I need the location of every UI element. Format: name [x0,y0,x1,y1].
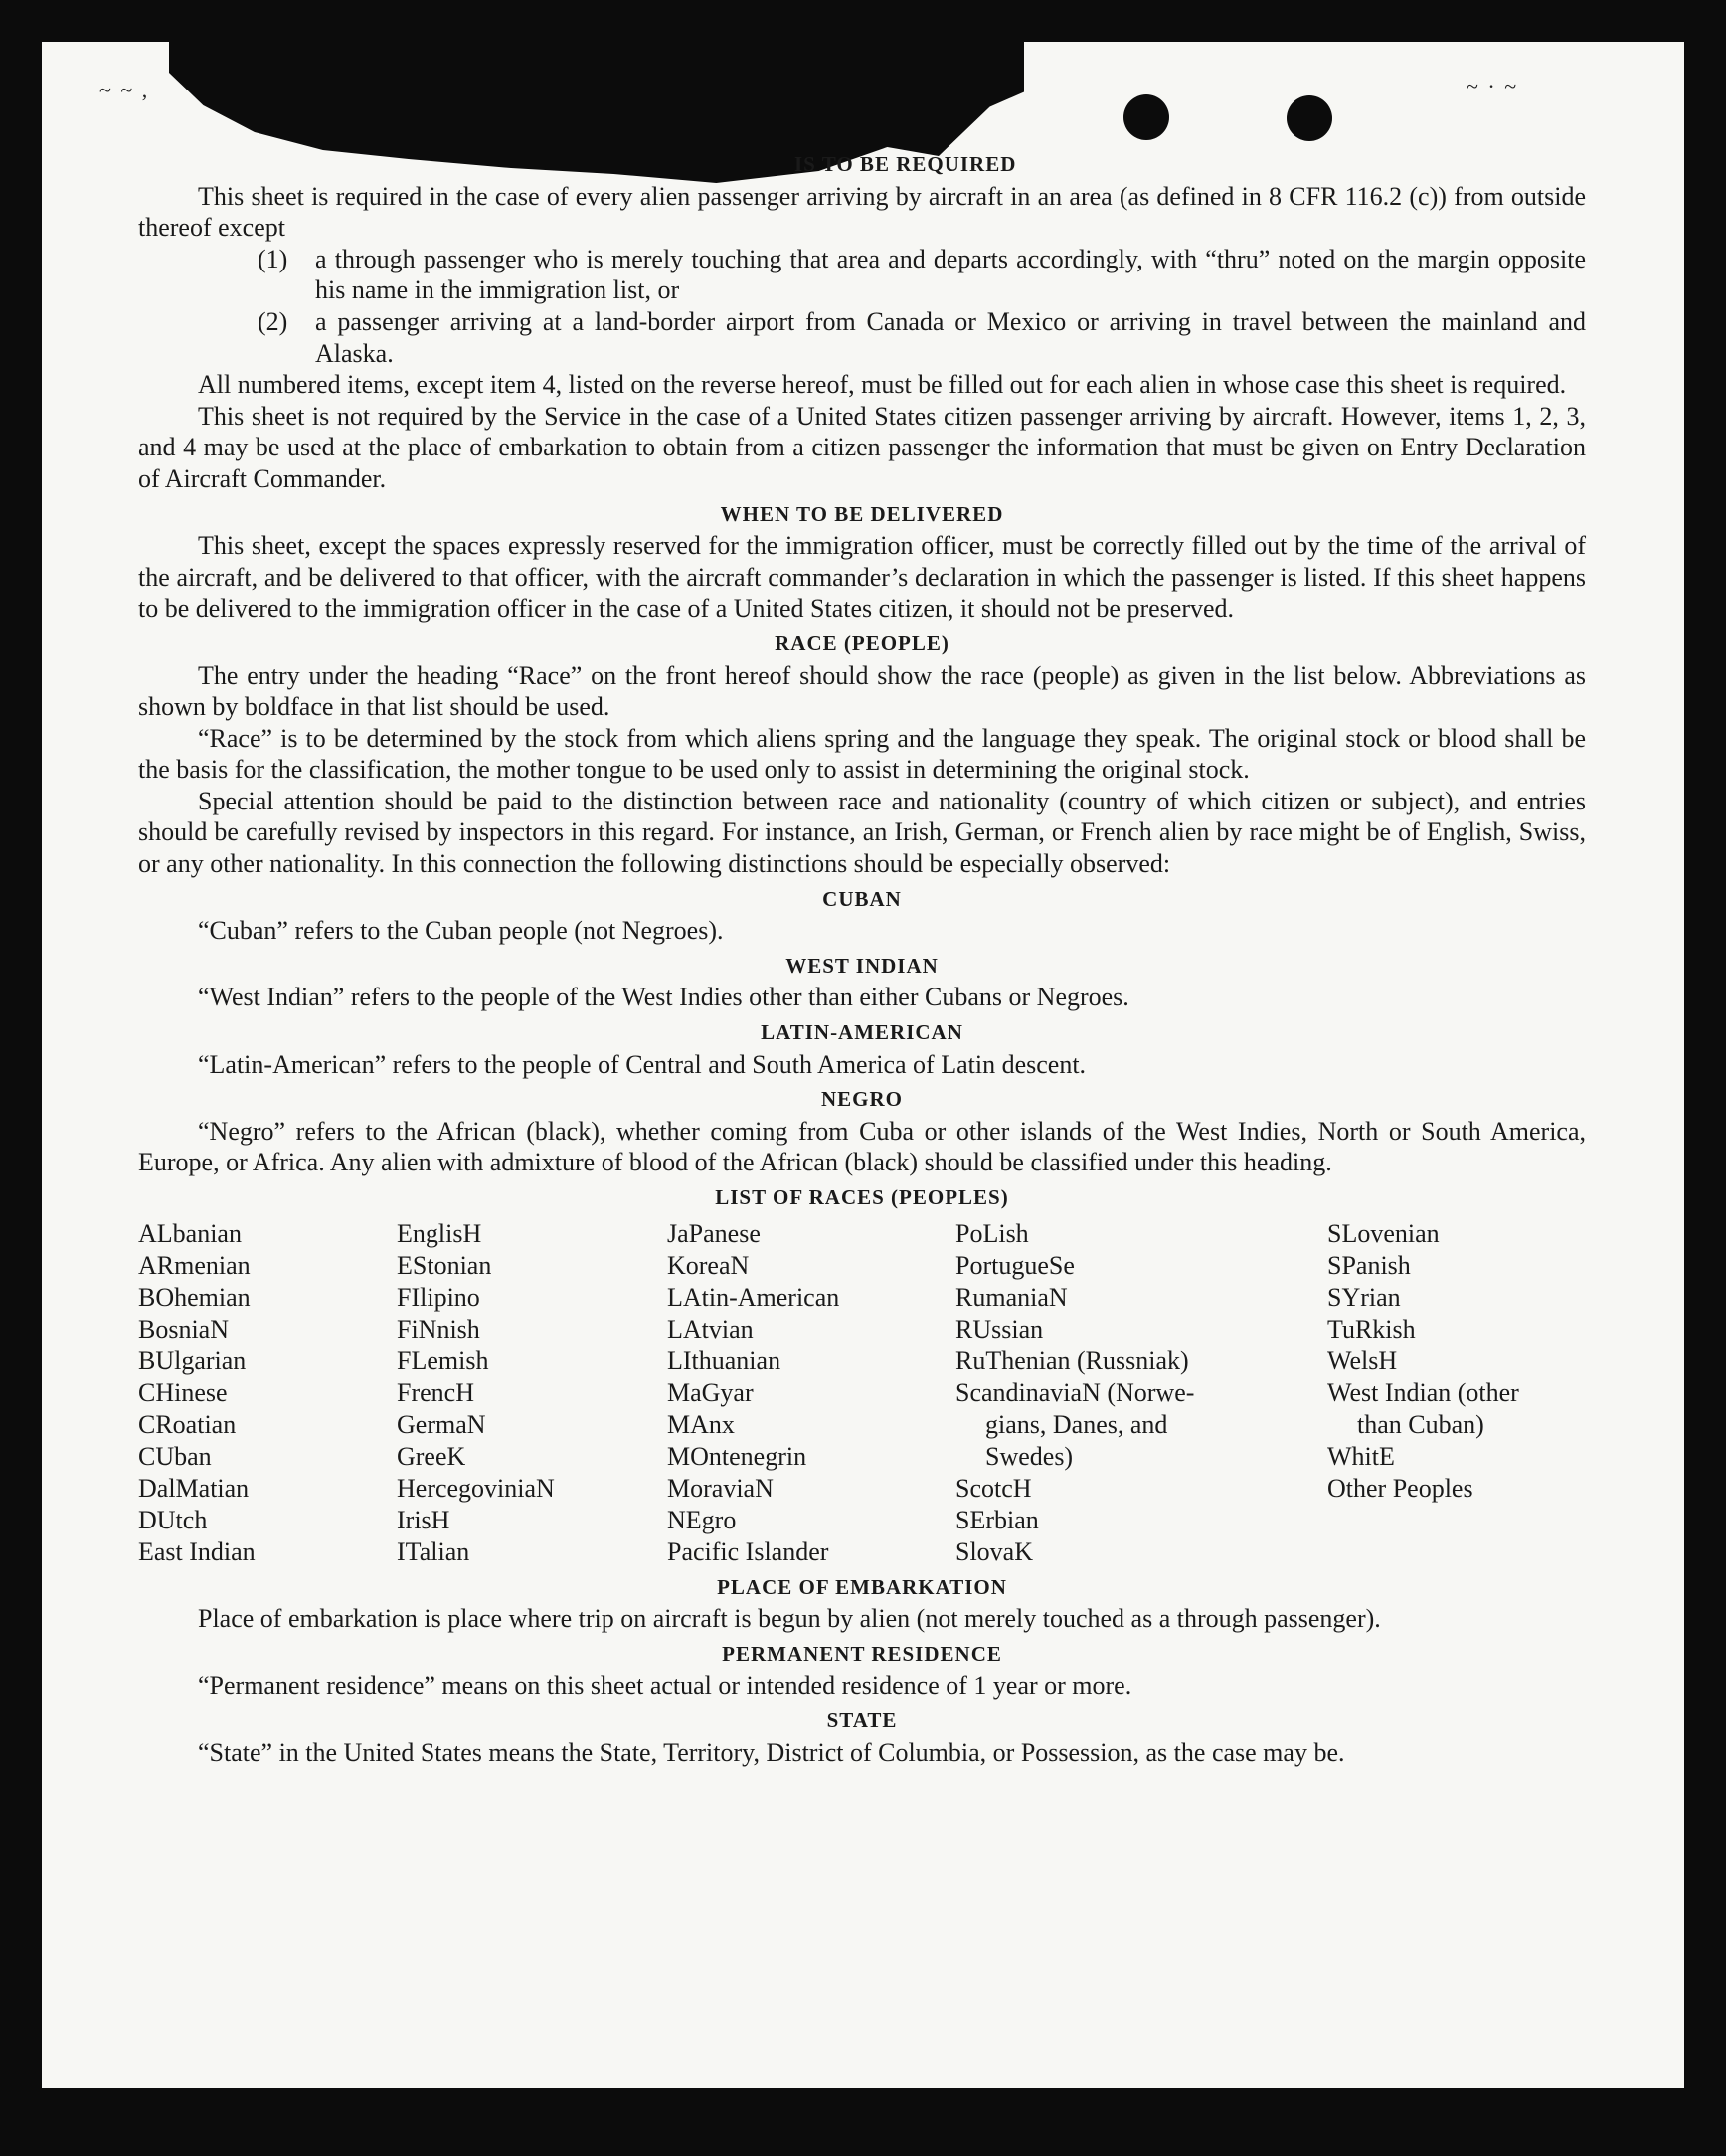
section-heading-required: IS TO BE REQUIRED [794,152,1017,176]
race-entry: SLovenian [1327,1218,1440,1248]
race-entry: FiNnish [397,1314,480,1344]
race-entry: East Indian [138,1536,256,1566]
list-item: (1) a through passenger who is merely touching that area and departs accordingly, with “thru” noted on the margin opposite his name in the immigration list, or [258,244,1586,305]
document-body [138,149,1586,1768]
race-entry: PortugueSe [955,1250,1075,1280]
race-entry: ARmenian [138,1250,251,1280]
race-entry: ScotcH [955,1473,1032,1503]
section-heading: PERMANENT RESIDENCE [722,1641,1002,1666]
race-column [955,1218,1327,1568]
race-entry: SlovaK [955,1536,1033,1566]
race-entry: HercegoviniaN [397,1473,555,1503]
race-entry: SYrian [1327,1282,1401,1312]
paragraph: This sheet, except the spaces expressly reserved for the immigration officer, must be correctly filled out by the time of the arrival of the aircraft, and be delivered to that officer, with the aircraft commander’s declaration in which the passenger is listed. If this sheet happens to be delivered to the immigration officer in the case of a United States citizen, it should not be preserved. [138,531,1586,624]
race-entry: FIlipino [397,1282,480,1312]
race-entry: gians, Danes, and [985,1409,1168,1439]
paragraph: “Permanent residence” means on this sheet actual or intended residence of 1 year or more. [198,1671,1132,1701]
paragraph: “State” in the United States means the State, Territory, District of Columbia, or Possession, as the case may be. [198,1737,1345,1767]
section-heading: CUBAN [822,886,902,911]
race-entry: West Indian (other [1327,1377,1519,1407]
section-heading: WHEN TO BE DELIVERED [720,501,1004,526]
race-entry: WelsH [1327,1346,1398,1375]
paragraph: This sheet is not required by the Service in the case of a United States citizen passenger arriving by aircraft. However, items 1, 2, 3, and 4 may be used at the place of embarkation to obtain from a citizen passenger the information that must be given on Entry Declaration of Aircraft Commander. [138,401,1586,493]
punch-hole [1123,94,1169,140]
list-item: (2) a passenger arriving at a land-border airport from Canada or Mexico or arriving in travel between the mainland and Alaska. [258,306,1586,368]
race-entry: BOhemian [138,1282,251,1312]
race-entry: DalMatian [138,1473,250,1503]
race-entry: GermaN [397,1409,486,1439]
race-entry: GreeK [397,1441,466,1471]
race-entry: MaGyar [667,1377,754,1407]
race-entry: Other Peoples [1327,1473,1473,1503]
race-entry: ALbanian [138,1218,242,1248]
race-entry: IrisH [397,1505,450,1534]
race-entry: LAtin-American [667,1282,840,1312]
race-column [397,1218,667,1568]
section-heading: STATE [826,1707,898,1732]
section-heading: LATIN-AMERICAN [761,1020,963,1045]
race-entry: JaPanese [667,1218,761,1248]
race-entry: FLemish [397,1346,489,1375]
race-column [1327,1218,1586,1568]
race-entry: RUssian [955,1314,1044,1344]
race-entry: Pacific Islander [667,1536,829,1566]
race-entry: CRoatian [138,1409,237,1439]
race-entry: FrencH [397,1377,474,1407]
race-column [667,1218,955,1568]
race-entry: BUlgarian [138,1346,247,1375]
race-entry: Swedes) [985,1441,1074,1471]
race-entry: RumaniaN [955,1282,1068,1312]
race-entry: MAnx [667,1409,735,1439]
race-entry: than Cuban) [1357,1409,1484,1439]
section-heading: LIST OF RACES (PEOPLES) [715,1185,1009,1209]
race-entry: MoraviaN [667,1473,774,1503]
section-heading: RACE (PEOPLE) [775,630,949,655]
paragraph: “Cuban” refers to the Cuban people (not Negroes). [198,916,724,946]
race-column [138,1218,397,1568]
race-entry: EStonian [397,1250,492,1280]
section-heading: NEGRO [820,1087,903,1112]
race-entry: SErbian [955,1505,1039,1534]
section-heading: WEST INDIAN [785,953,939,978]
race-list [138,1218,1586,1568]
race-entry: CUban [138,1441,212,1471]
scan-mark: ~ · ~ [1467,74,1519,98]
paragraph: All numbered items, except item 4, listed on the reverse hereof, must be filled out for each alien in whose case this sheet is required. [198,370,1567,400]
race-entry: NEgro [667,1505,737,1534]
paragraph: “West Indian” refers to the people of the West Indies other than either Cubans or Negroes. [198,983,1129,1012]
race-entry: PoLish [955,1218,1029,1248]
section-heading: PLACE OF EMBARKATION [717,1574,1007,1599]
race-entry: CHinese [138,1377,228,1407]
paragraph: Place of embarkation is place where trip on aircraft is begun by alien (not merely touched as a through passenger). [198,1604,1381,1634]
race-entry: TuRkish [1327,1314,1416,1344]
race-entry: RuThenian (Russniak) [955,1346,1189,1375]
paragraph: “Race” is to be determined by the stock from which aliens spring and the language they speak. The original stock or blood shall be the basis for the classification, the mother tongue to be used only to assist in determining the original stock. [138,723,1586,785]
race-entry: LIthuanian [667,1346,781,1375]
paragraph: This sheet is required in the case of every alien passenger arriving by aircraft in an area (as defined in 8 CFR 116.2 (c)) from outside thereof except [138,181,1586,243]
paragraph: “Negro” refers to the African (black), whether coming from Cuba or other islands of the West Indies, North or South America, Europe, or Africa. Any alien with admixture of blood of the African (black) should be classified under this heading. [138,1116,1586,1177]
paragraph: The entry under the heading “Race” on the front hereof should show the race (people) as given in the list below. Abbreviations as shown by boldface in that list should be used. [138,660,1586,722]
race-entry: ITalian [397,1536,470,1566]
race-entry: ScandinaviaN (Norwe- [955,1377,1195,1407]
punch-hole [1287,95,1332,141]
race-entry: MOntenegrin [667,1441,807,1471]
paragraph: “Latin-American” refers to the people of Central and South America of Latin descent. [198,1049,1087,1079]
race-entry: SPanish [1327,1250,1411,1280]
race-entry: DUtch [138,1505,208,1534]
race-entry: LAtvian [667,1314,754,1344]
race-entry: BosniaN [138,1314,229,1344]
paragraph: Special attention should be paid to the distinction between race and nationality (country of which citizen or subject), and entries should be carefully revised by inspectors in this regard. For instance, an Irish, German, or French alien by race might be of English, Swiss, or any other nationality. In this connection the following distinctions should be especially observed: [138,786,1586,879]
race-entry: EnglisH [397,1218,482,1248]
race-entry: KoreaN [667,1250,750,1280]
race-entry: WhitE [1327,1441,1395,1471]
scan-mark: ~ ~ , [99,78,150,102]
